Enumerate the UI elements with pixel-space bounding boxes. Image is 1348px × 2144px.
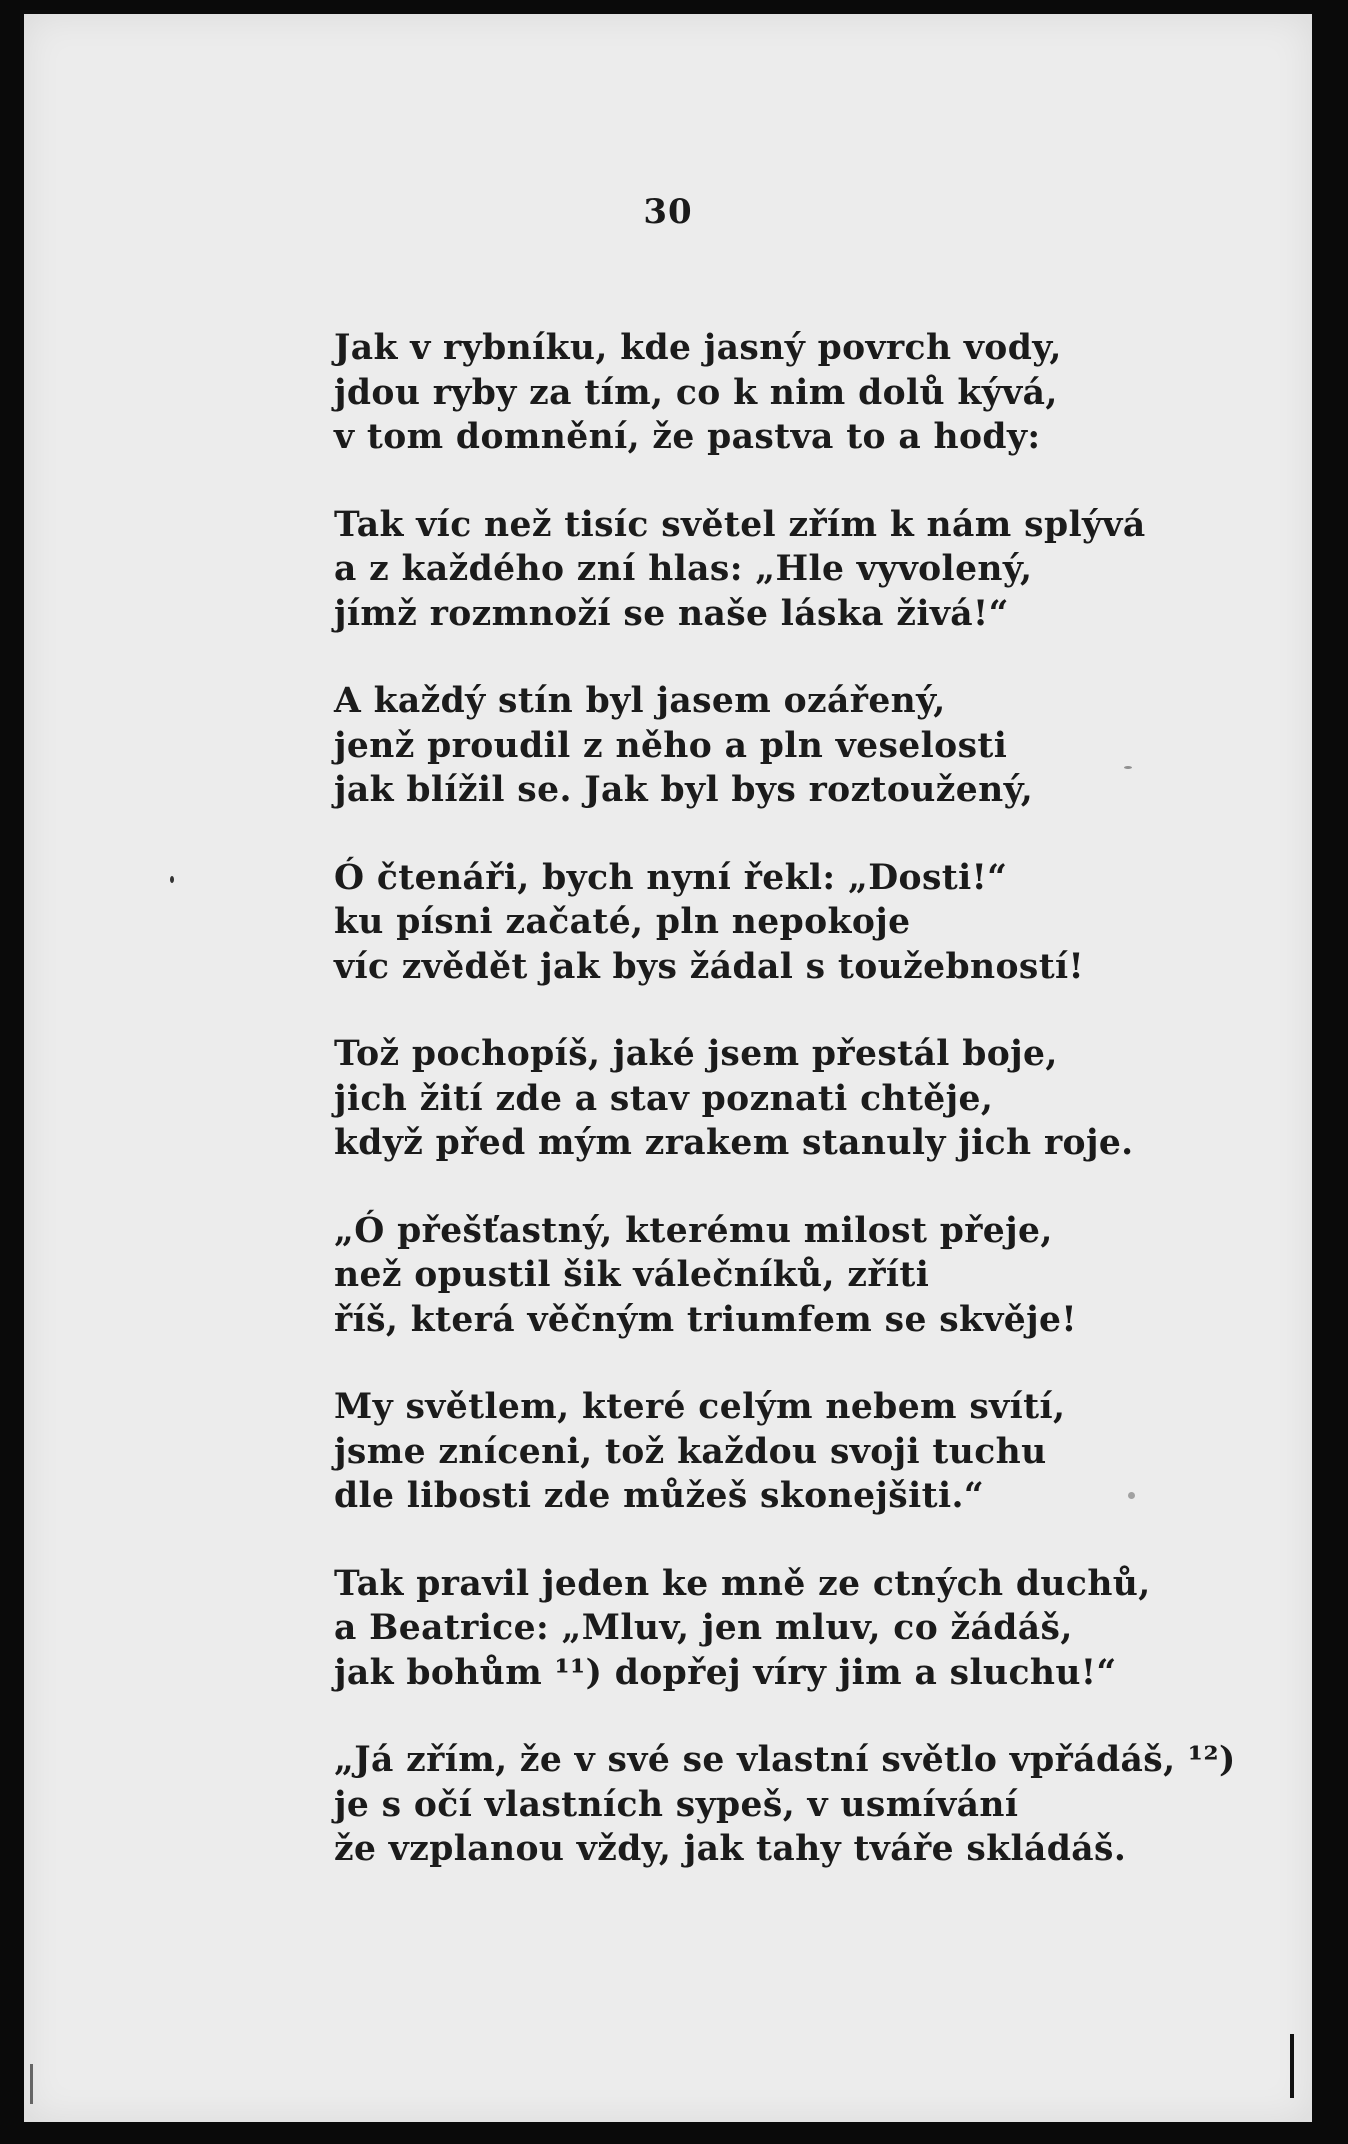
page-number: 30 [643, 192, 693, 232]
verse-line: dle libosti zde můžeš skonejšiti.“ [334, 1476, 985, 1516]
verse-line: říš, která věčným triumfem se skvěje! [334, 1299, 1077, 1340]
stanza [334, 1562, 1234, 1696]
verse-line: My světlem, které celým nebem svítí, [334, 1387, 1066, 1427]
verse-line: jich žití zde a stav poznati chtěje, [334, 1078, 994, 1119]
verse-line: jsme zníceni, tož každou svoji tuchu [334, 1431, 1047, 1472]
verse-line: Jak v rybníku, kde jasný povrch vody, [334, 328, 1062, 368]
paper-sheet [24, 14, 1312, 2122]
verse-line: když před mým zrakem stanuly jich roje. [334, 1123, 1134, 1163]
verse-line: jdou ryby za tím, co k nim dolů kývá, [334, 372, 1058, 413]
verse-line: jímž rozmnoží se naše láska živá!“ [334, 593, 1009, 634]
verse-line: jak bohům ¹¹) dopřej víry jim a sluchu!“ [334, 1652, 1117, 1693]
verse-line: „Já zřím, že v své se vlastní světlo vpřádáš, ¹²) [334, 1740, 1236, 1780]
verse-line: a Beatrice: „Mluv, jen mluv, co žádáš, [334, 1608, 1073, 1648]
verse-line: víc zvědět jak bys žádal s toužebností! [334, 946, 1085, 987]
verse-line: ku písni začaté, pln nepokoje [334, 902, 911, 942]
verse-line: je s očí vlastních sypeš, v usmívání [334, 1784, 1019, 1825]
verse-line: Tak víc než tisíc světel zřím k nám splývá [334, 504, 1146, 545]
verse-line: v tom domnění, že pastva to a hody: [334, 417, 1041, 457]
stanza [334, 856, 1234, 990]
stanza [334, 1032, 1234, 1166]
stanza [334, 1385, 1234, 1519]
left-edge-mark [30, 2064, 33, 2104]
verse-line: „Ó přešťastný, kterému milost přeje, [334, 1210, 1053, 1251]
verse-line: jak blížil se. Jak byl bys roztoužený, [334, 770, 1034, 810]
poem-text [334, 326, 1234, 1915]
verse-line: a z každého zní hlas: „Hle vyvolený, [334, 549, 1033, 589]
verse-line: A každý stín byl jasem ozářený, [334, 681, 946, 721]
stanza [334, 1738, 1234, 1872]
right-edge-mark [1290, 2034, 1294, 2098]
verse-line: Tož pochopíš, jaké jsem přestál boje, [334, 1034, 1058, 1074]
stanza [334, 1209, 1234, 1343]
verse-line: Ó čtenáři, bych nyní řekl: „Dosti!“ [334, 857, 1008, 898]
stanza [334, 679, 1234, 813]
stanza [334, 326, 1234, 460]
speck [170, 876, 174, 883]
verse-line: že vzplanou vždy, jak tahy tváře skládáš. [334, 1829, 1127, 1869]
verse-line: Tak pravil jeden ke mně ze ctných duchů, [334, 1563, 1151, 1604]
verse-line: než opustil šik válečníků, zříti [334, 1255, 930, 1295]
verse-line: jenž proudil z něho a pln veselosti [334, 725, 1008, 766]
stanza [334, 503, 1234, 637]
